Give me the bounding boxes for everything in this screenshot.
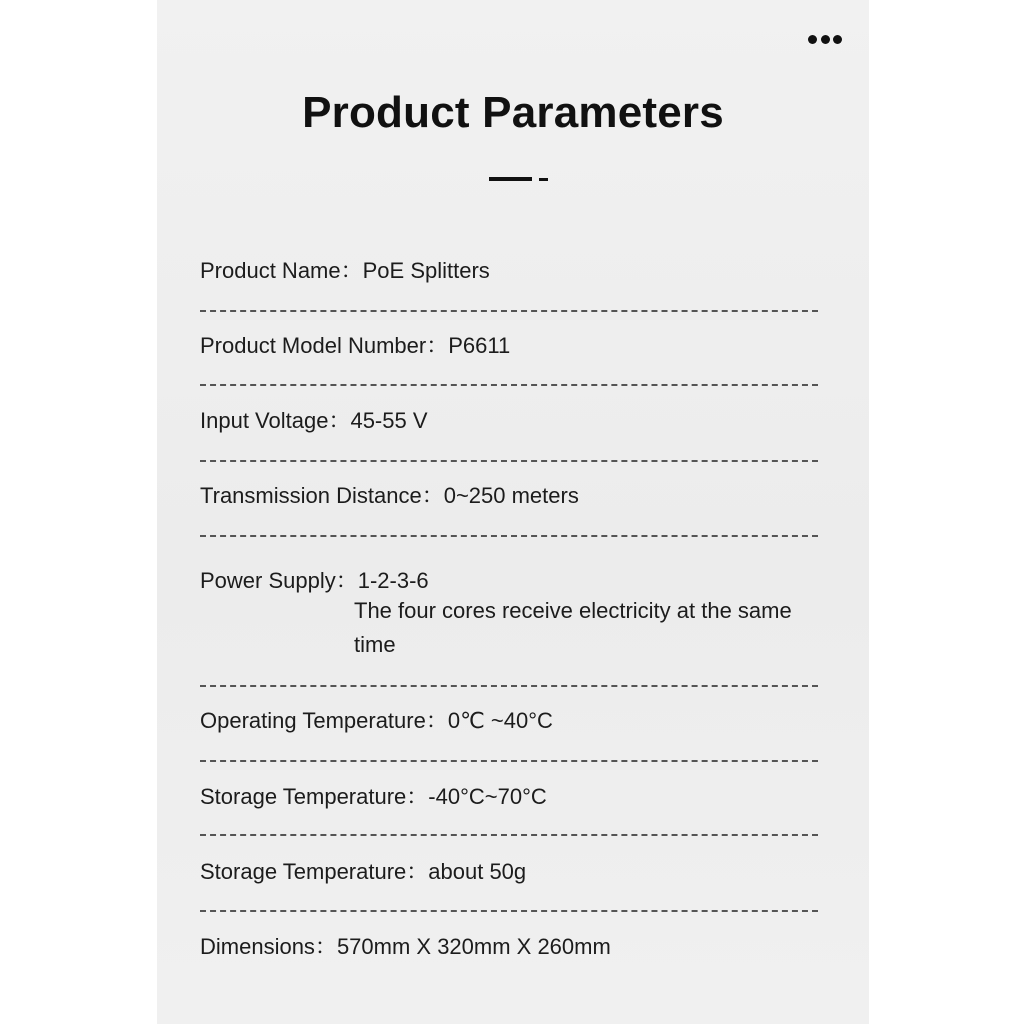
param-row-product-name [200, 258, 820, 284]
param-row-weight [200, 859, 820, 885]
param-label: Input Voltage： [200, 408, 351, 433]
param-value: 0~250 meters [443, 483, 579, 508]
param-label: Storage Temperature： [200, 859, 429, 884]
param-value: 570mm X 320mm X 260mm [336, 934, 611, 959]
more-options-icon[interactable] [808, 33, 842, 45]
param-value: about 50g [428, 859, 527, 884]
dashed-divider [200, 535, 818, 537]
param-row-power-supply [200, 568, 820, 662]
param-value-extra: The four cores receive electricity at the same time [354, 598, 792, 657]
param-row-dimensions [200, 934, 820, 960]
param-value: 0℃ ~40°C [447, 708, 553, 733]
dot [833, 35, 842, 44]
dot [821, 35, 830, 44]
param-label: Dimensions： [200, 934, 337, 959]
param-value: 45-55 V [350, 408, 428, 433]
param-row-storage-temperature [200, 784, 820, 810]
param-value: -40°C~70°C [428, 784, 547, 809]
param-value: PoE Splitters [362, 258, 490, 283]
page-title: Product Parameters [302, 88, 724, 137]
dashed-divider [200, 910, 818, 912]
title-underline [489, 177, 549, 181]
param-row-operating-temperature [200, 708, 820, 734]
param-label: Product Model Number： [200, 333, 449, 358]
param-label: Transmission Distance： [200, 483, 444, 508]
param-label: Product Name： [200, 258, 363, 283]
param-label: Operating Temperature： [200, 708, 448, 733]
dashed-divider [200, 384, 818, 386]
dashed-divider [200, 760, 818, 762]
dashed-divider [200, 834, 818, 836]
dot [808, 35, 817, 44]
param-row-model-number [200, 333, 820, 359]
param-value: 1-2-3-6 [357, 568, 429, 593]
param-label: Power Supply： [200, 568, 358, 593]
param-label: Storage Temperature： [200, 784, 429, 809]
dashed-divider [200, 460, 818, 462]
param-value: P6611 [448, 333, 511, 358]
dashed-divider [200, 310, 818, 312]
dashed-divider [200, 685, 818, 687]
param-row-input-voltage [200, 408, 820, 434]
param-row-transmission-distance [200, 483, 820, 509]
